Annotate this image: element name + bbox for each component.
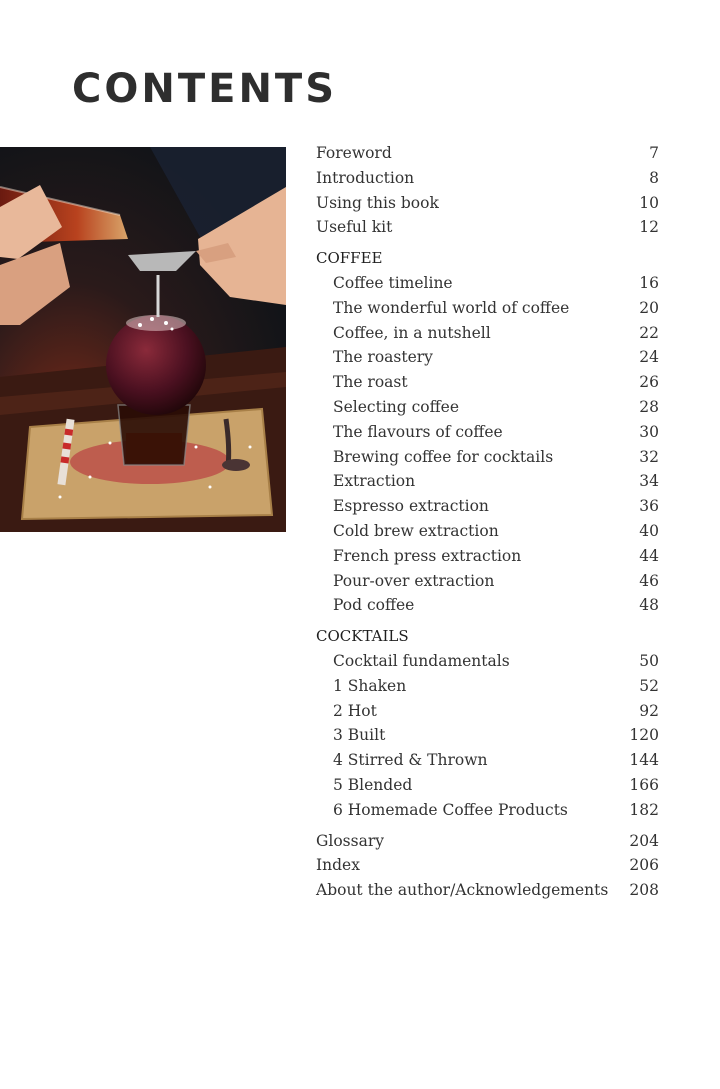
entry-label: French press extraction [333, 546, 522, 565]
toc-entry [316, 829, 659, 854]
toc-entry [316, 395, 659, 420]
entry-page: 144 [629, 751, 659, 770]
entry-page: 166 [629, 775, 659, 794]
entry-label: Index [316, 856, 360, 875]
entry-label: The wonderful world of coffee [333, 298, 570, 317]
entry-page: 40 [639, 521, 659, 540]
toc-entry [316, 191, 659, 216]
back-matter [316, 829, 659, 903]
entry-label: The flavours of coffee [333, 422, 503, 441]
toc-entry [316, 166, 659, 191]
toc-entry [316, 748, 659, 773]
entry-label: Using this book [316, 193, 439, 212]
toc-entry [316, 723, 659, 748]
entry-page: 120 [629, 726, 659, 745]
toc-entry [316, 853, 659, 878]
entry-label: Espresso extraction [333, 497, 489, 516]
toc-entry [316, 296, 659, 321]
entry-label: The roast [333, 373, 408, 392]
entry-page: 32 [639, 447, 659, 466]
entry-label: Cold brew extraction [333, 521, 499, 540]
entry-page: 44 [639, 546, 659, 565]
entry-page: 7 [649, 144, 659, 162]
toc-entry [316, 445, 659, 470]
entry-label: 5 Blended [333, 775, 413, 794]
entry-label: Coffee, in a nutshell [333, 323, 491, 342]
table-of-contents [316, 141, 659, 903]
toc-entry [316, 345, 659, 370]
entry-page: 26 [639, 373, 659, 392]
entry-label: Coffee timeline [333, 273, 453, 292]
toc-entry [316, 593, 659, 618]
entry-label: 2 Hot [333, 701, 377, 720]
section-heading: COCKTAILS [316, 627, 409, 646]
entry-label: The roastery [333, 348, 433, 367]
toc-entry [316, 420, 659, 445]
entry-label: 4 Stirred & Thrown [333, 751, 488, 770]
toc-entry [316, 141, 659, 166]
entry-label: Extraction [333, 472, 416, 491]
entry-label: Selecting coffee [333, 397, 459, 416]
toc-entry [316, 370, 659, 395]
entry-label: 3 Built [333, 726, 386, 745]
entry-page: 20 [639, 298, 659, 317]
entry-page: 22 [639, 323, 659, 342]
toc-entry [316, 569, 659, 594]
section-heading: COFFEE [316, 249, 383, 268]
entry-page: 46 [639, 571, 659, 590]
page-title: CONTENTS [72, 66, 338, 112]
toc-entry [316, 649, 659, 674]
toc-entry [316, 699, 659, 724]
entry-page: 36 [639, 497, 659, 516]
front-matter [316, 141, 659, 240]
entry-label: Brewing coffee for cocktails [333, 447, 554, 466]
section-coffee [316, 246, 659, 618]
entry-page: 204 [629, 831, 659, 850]
entry-page: 92 [639, 701, 659, 720]
toc-entry [316, 494, 659, 519]
entry-label: Useful kit [316, 218, 393, 237]
toc-entry [316, 798, 659, 823]
toc-entry [316, 878, 659, 903]
cocktail-photo [0, 147, 286, 532]
entry-page: 30 [639, 422, 659, 441]
entry-label: Glossary [316, 831, 384, 850]
entry-page: 10 [639, 193, 659, 212]
toc-entry [316, 544, 659, 569]
entry-label: Cocktail fundamentals [333, 651, 510, 670]
toc-entry [316, 469, 659, 494]
entry-label: Pod coffee [333, 596, 415, 615]
toc-entry [316, 773, 659, 798]
entry-page: 28 [639, 397, 659, 416]
entry-page: 16 [639, 273, 659, 292]
entry-page: 48 [639, 596, 659, 615]
entry-label: About the author/Acknowledgements [316, 881, 609, 900]
entry-label: Introduction [316, 168, 415, 187]
entry-page: 52 [639, 676, 659, 695]
entry-page: 206 [629, 856, 659, 875]
toc-entry [316, 674, 659, 699]
entry-label: Pour-over extraction [333, 571, 495, 590]
entry-page: 8 [649, 168, 659, 187]
entry-page: 24 [639, 348, 659, 367]
toc-entry [316, 271, 659, 296]
entry-label: 6 Homemade Coffee Products [333, 800, 568, 819]
toc-entry [316, 215, 659, 240]
entry-page: 182 [629, 800, 659, 819]
section-cocktails [316, 624, 659, 822]
entry-label: 1 Shaken [333, 676, 407, 695]
toc-entry [316, 519, 659, 544]
entry-label: Foreword [316, 144, 392, 162]
entry-page: 12 [639, 218, 659, 237]
toc-entry [316, 321, 659, 346]
entry-page: 34 [639, 472, 659, 491]
entry-page: 208 [629, 881, 659, 900]
entry-page: 50 [639, 651, 659, 670]
